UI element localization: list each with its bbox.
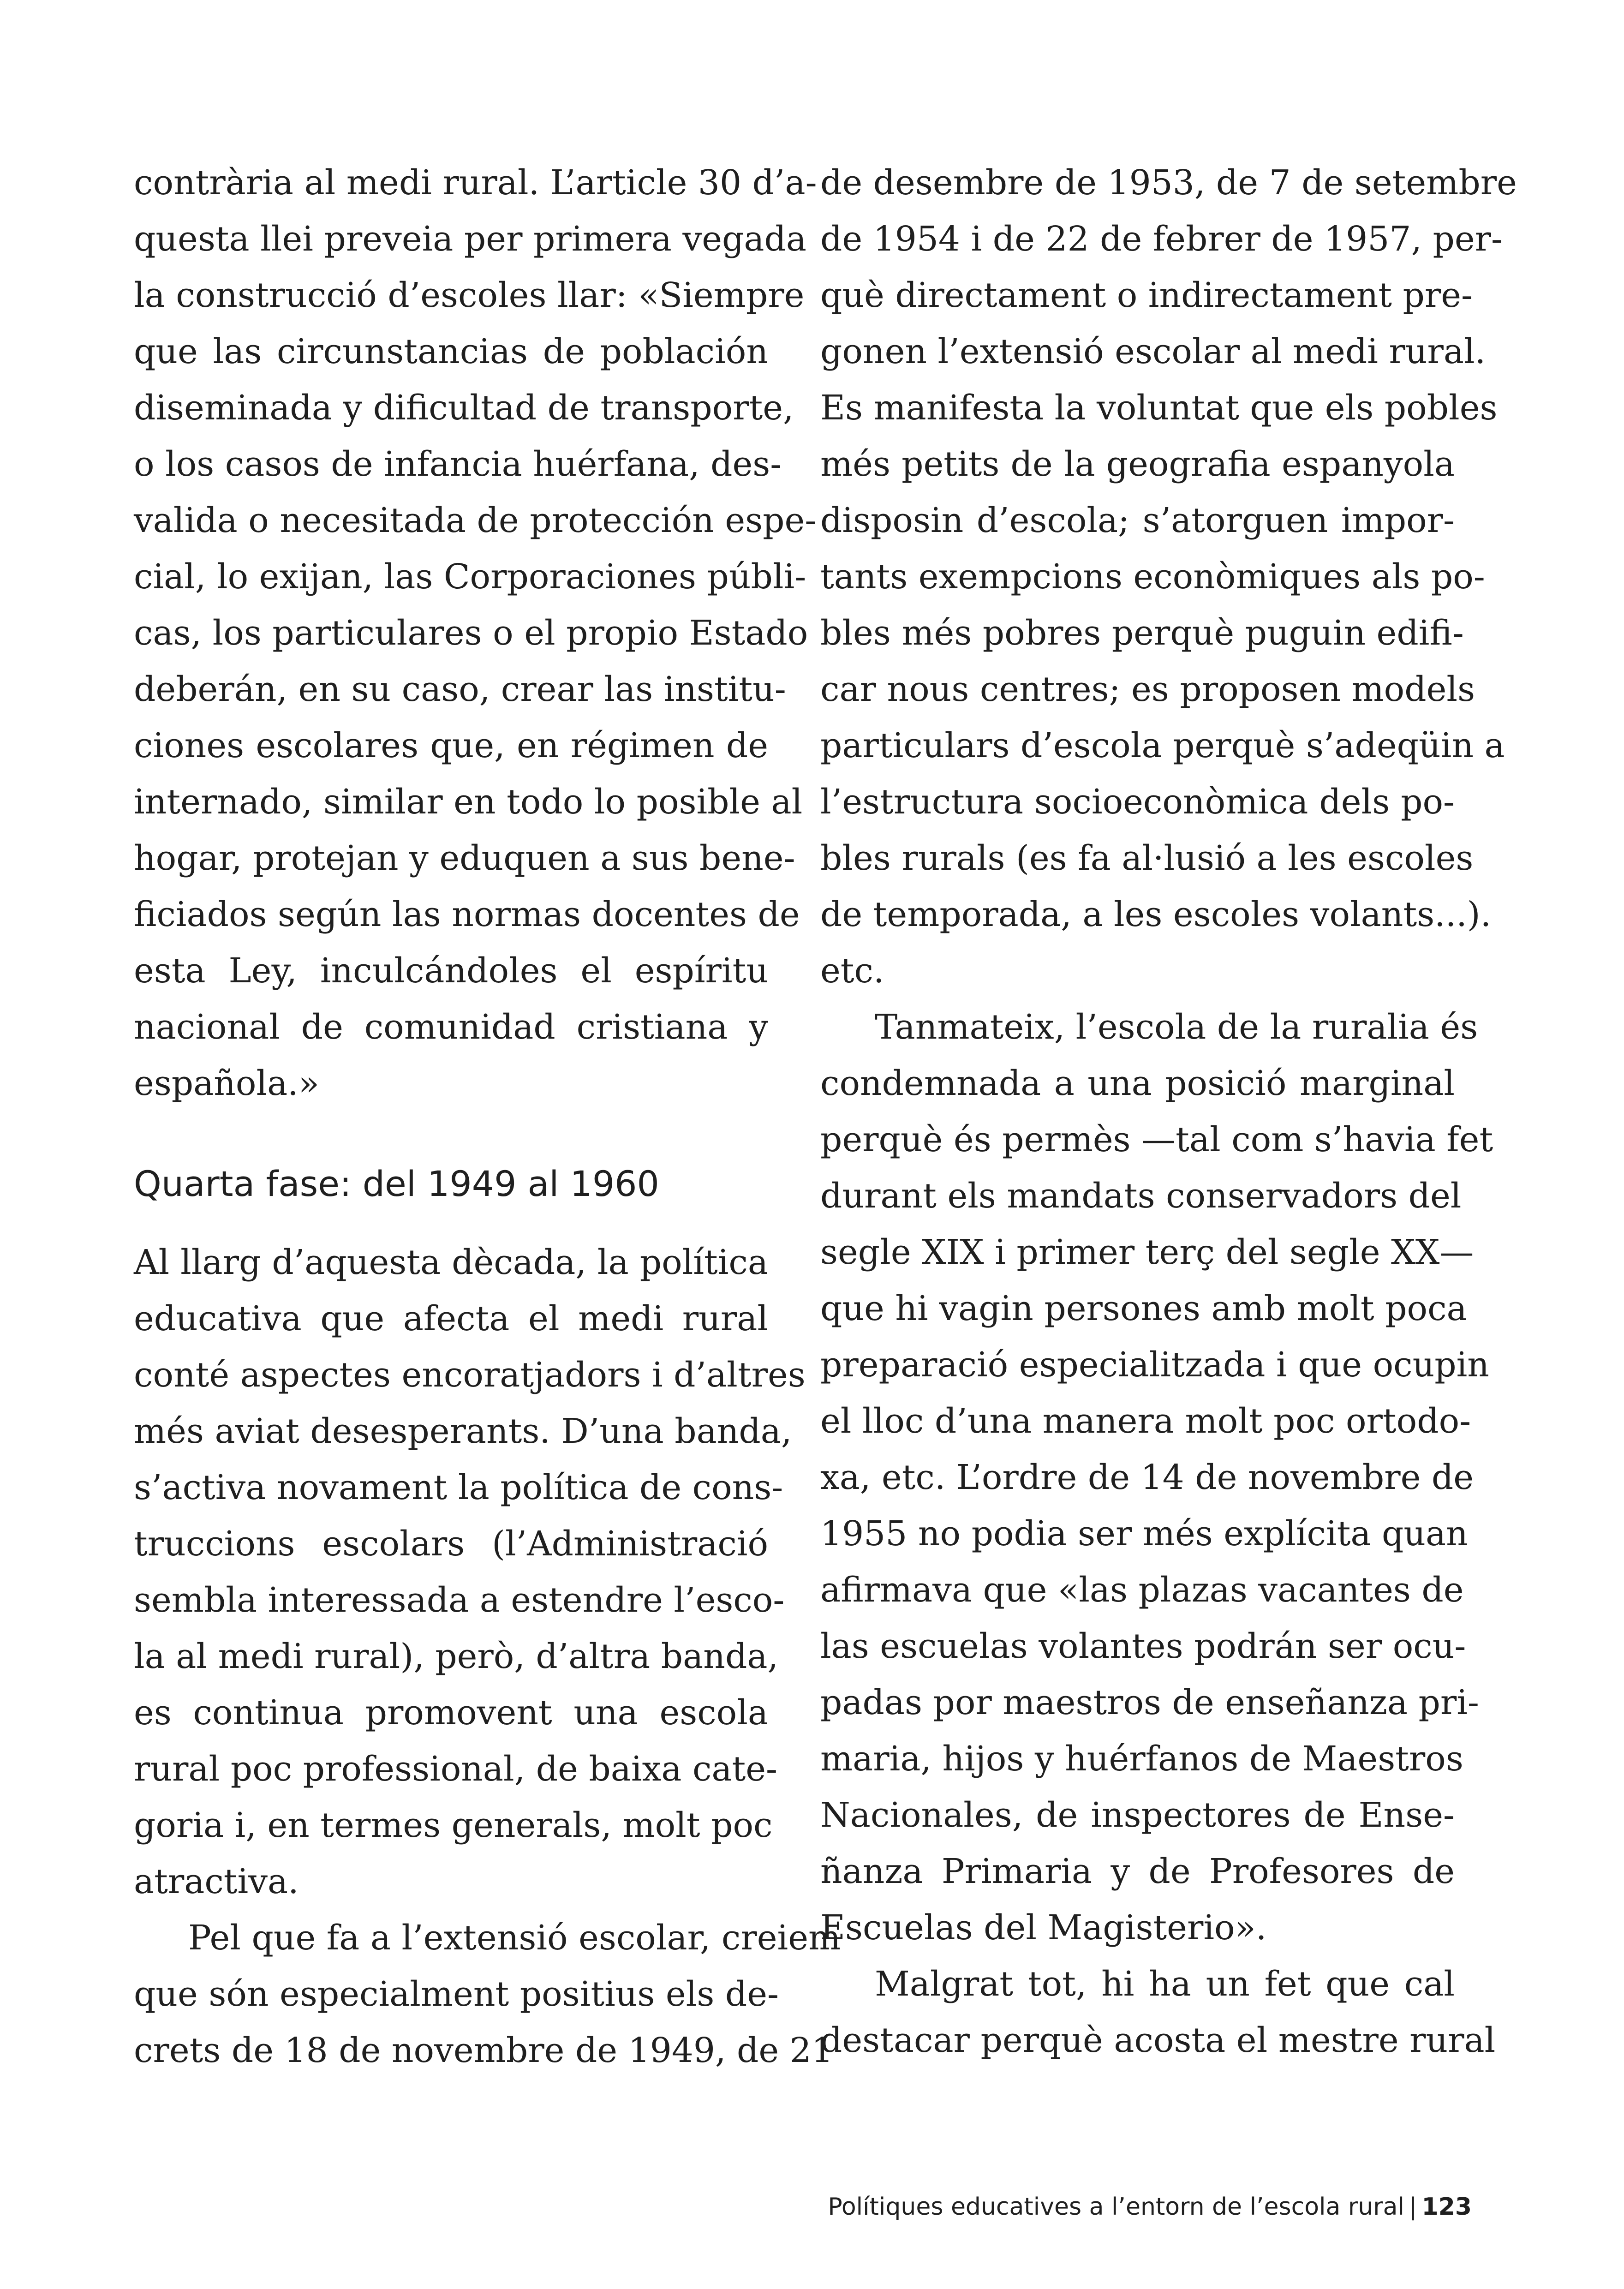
text-line: Escuelas del Magisterio». [820, 1908, 1267, 1948]
page-number: 123 [1421, 2193, 1472, 2221]
text-line: contrària al medi rural. L’article 30 d’a- [134, 163, 817, 203]
text-line: de 1954 i de 22 de febrer de 1957, per- [820, 219, 1503, 259]
text-line: 1955 no podia ser més explícita quan [820, 1514, 1468, 1554]
text-line: gonen l’extensió escolar al medi rural. [820, 332, 1486, 371]
running-title: Polítiques educatives a l’entorn de l’escola rural [828, 2193, 1404, 2221]
text-line: diseminada y dificultad de transporte, [134, 388, 794, 428]
text-line: ficiados según las normas docentes de [134, 895, 800, 934]
text-line: atractiva. [134, 1862, 299, 1901]
section-heading: Quarta fase: del 1949 al 1960 [134, 1163, 659, 1204]
text-line: conté aspectes encoratjadors i d’altres [134, 1355, 806, 1395]
text-line: més aviat desesperants. D’una banda, [134, 1411, 792, 1451]
text-line: es continua promovent una escola [134, 1693, 768, 1733]
text-line: ciones escolares que, en régimen de [134, 726, 768, 765]
text-line: nacional de comunidad cristiana y [134, 1007, 768, 1047]
text-line: educativa que afecta el medi rural [134, 1299, 768, 1339]
text-line: padas por maestros de enseñanza pri- [820, 1683, 1479, 1722]
text-line: durant els mandats conservadors del [820, 1176, 1462, 1216]
text-line: internado, similar en todo lo posible al [134, 782, 803, 822]
text-line: car nous centres; es proposen models [820, 669, 1475, 709]
text-line: condemnada a una posició marginal [820, 1064, 1455, 1103]
text-line: que las circunstancias de población [134, 332, 768, 371]
text-line: disposin d’escola; s’atorguen impor- [820, 501, 1455, 540]
paragraph [134, 1234, 806, 1910]
page-footer [828, 2191, 1472, 2223]
text-line: Es manifesta la voluntat que els pobles [820, 388, 1498, 428]
text-line: destacar perquè acosta el mestre rural [820, 2020, 1496, 2060]
paragraph [134, 1910, 841, 2079]
paragraph [820, 1956, 1496, 2068]
text-line: Pel que fa a l’extensió escolar, creiem [188, 1918, 841, 1958]
text-line: sembla interessada a estendre l’esco- [134, 1580, 785, 1620]
paragraph [820, 155, 1517, 999]
right-column [820, 155, 1517, 2068]
text-line: segle XIX i primer terç del segle XX— [820, 1232, 1474, 1272]
text-line: Nacionales, de inspectores de Ense- [820, 1795, 1455, 1835]
text-line: de temporada, a les escoles volants...). [820, 895, 1492, 934]
text-line: bles rurals (es fa al·lusió a les escoles [820, 838, 1474, 878]
text-line: que hi vagin persones amb molt poca [820, 1289, 1467, 1328]
text-line: més petits de la geografia espanyola [820, 444, 1455, 484]
text-line: que són especialment positius els de- [134, 1974, 779, 2014]
text-line: què directament o indirectament pre- [820, 275, 1473, 315]
text-line: cial, lo exijan, las Corporaciones públi- [134, 557, 806, 597]
text-line: xa, etc. L’ordre de 14 de novembre de [820, 1458, 1474, 1497]
text-line: Al llarg d’aquesta dècada, la política [134, 1243, 768, 1282]
text-line: tants exempcions econòmiques als po- [820, 557, 1485, 597]
text-line: española.» [134, 1064, 320, 1103]
text-line: preparació especialitzada i que ocupin [820, 1345, 1489, 1385]
text-line: la al medi rural), però, d’altra banda, [134, 1637, 778, 1676]
text-line: etc. [820, 951, 884, 991]
text-line: las escuelas volantes podrán ser ocu- [820, 1626, 1466, 1666]
text-line: hogar, protejan y eduquen a sus bene- [134, 838, 795, 878]
text-line: perquè és permès —tal com s’havia fet [820, 1120, 1493, 1159]
text-line: Malgrat tot, hi ha un fet que cal [875, 1964, 1455, 2004]
text-line: crets de 18 de novembre de 1949, de 21 [134, 2031, 833, 2070]
left-column [134, 155, 841, 2079]
text-line: el lloc d’una manera molt poc ortodo- [820, 1401, 1471, 1441]
paragraph [820, 999, 1493, 1956]
text-line: maria, hijos y huérfanos de Maestros [820, 1739, 1463, 1779]
text-line: deberán, en su caso, crear las institu- [134, 669, 786, 709]
paragraph [134, 155, 817, 1112]
text-line: valida o necesitada de protección espe- [134, 501, 817, 540]
text-line: l’estructura socioeconòmica dels po- [820, 782, 1455, 822]
text-line: Tanmateix, l’escola de la ruralia és [875, 1007, 1478, 1047]
text-line: la construcció d’escoles llar: «Siempre [134, 275, 805, 315]
text-line: o los casos de infancia huérfana, des- [134, 444, 782, 484]
text-line: ñanza Primaria y de Profesores de [820, 1852, 1455, 1891]
text-line: rural poc professional, de baixa cate- [134, 1749, 778, 1789]
text-line: bles més pobres perquè puguin edifi- [820, 613, 1464, 653]
footer-separator: | [1409, 2193, 1417, 2221]
text-line: afirmava que «las plazas vacantes de [820, 1570, 1464, 1610]
text-line: de desembre de 1953, de 7 de setembre [820, 163, 1517, 203]
text-line: truccions escolars (l’Administració [134, 1524, 768, 1564]
text-line: questa llei preveia per primera vegada [134, 219, 806, 259]
text-line: esta Ley, inculcándoles el espíritu [134, 951, 768, 991]
text-line: goria i, en termes generals, molt poc [134, 1805, 773, 1845]
text-line: s’activa novament la política de cons- [134, 1468, 783, 1507]
text-line: particulars d’escola perquè s’adeqüin a [820, 726, 1505, 765]
text-line: cas, los particulares o el propio Estado [134, 613, 808, 653]
